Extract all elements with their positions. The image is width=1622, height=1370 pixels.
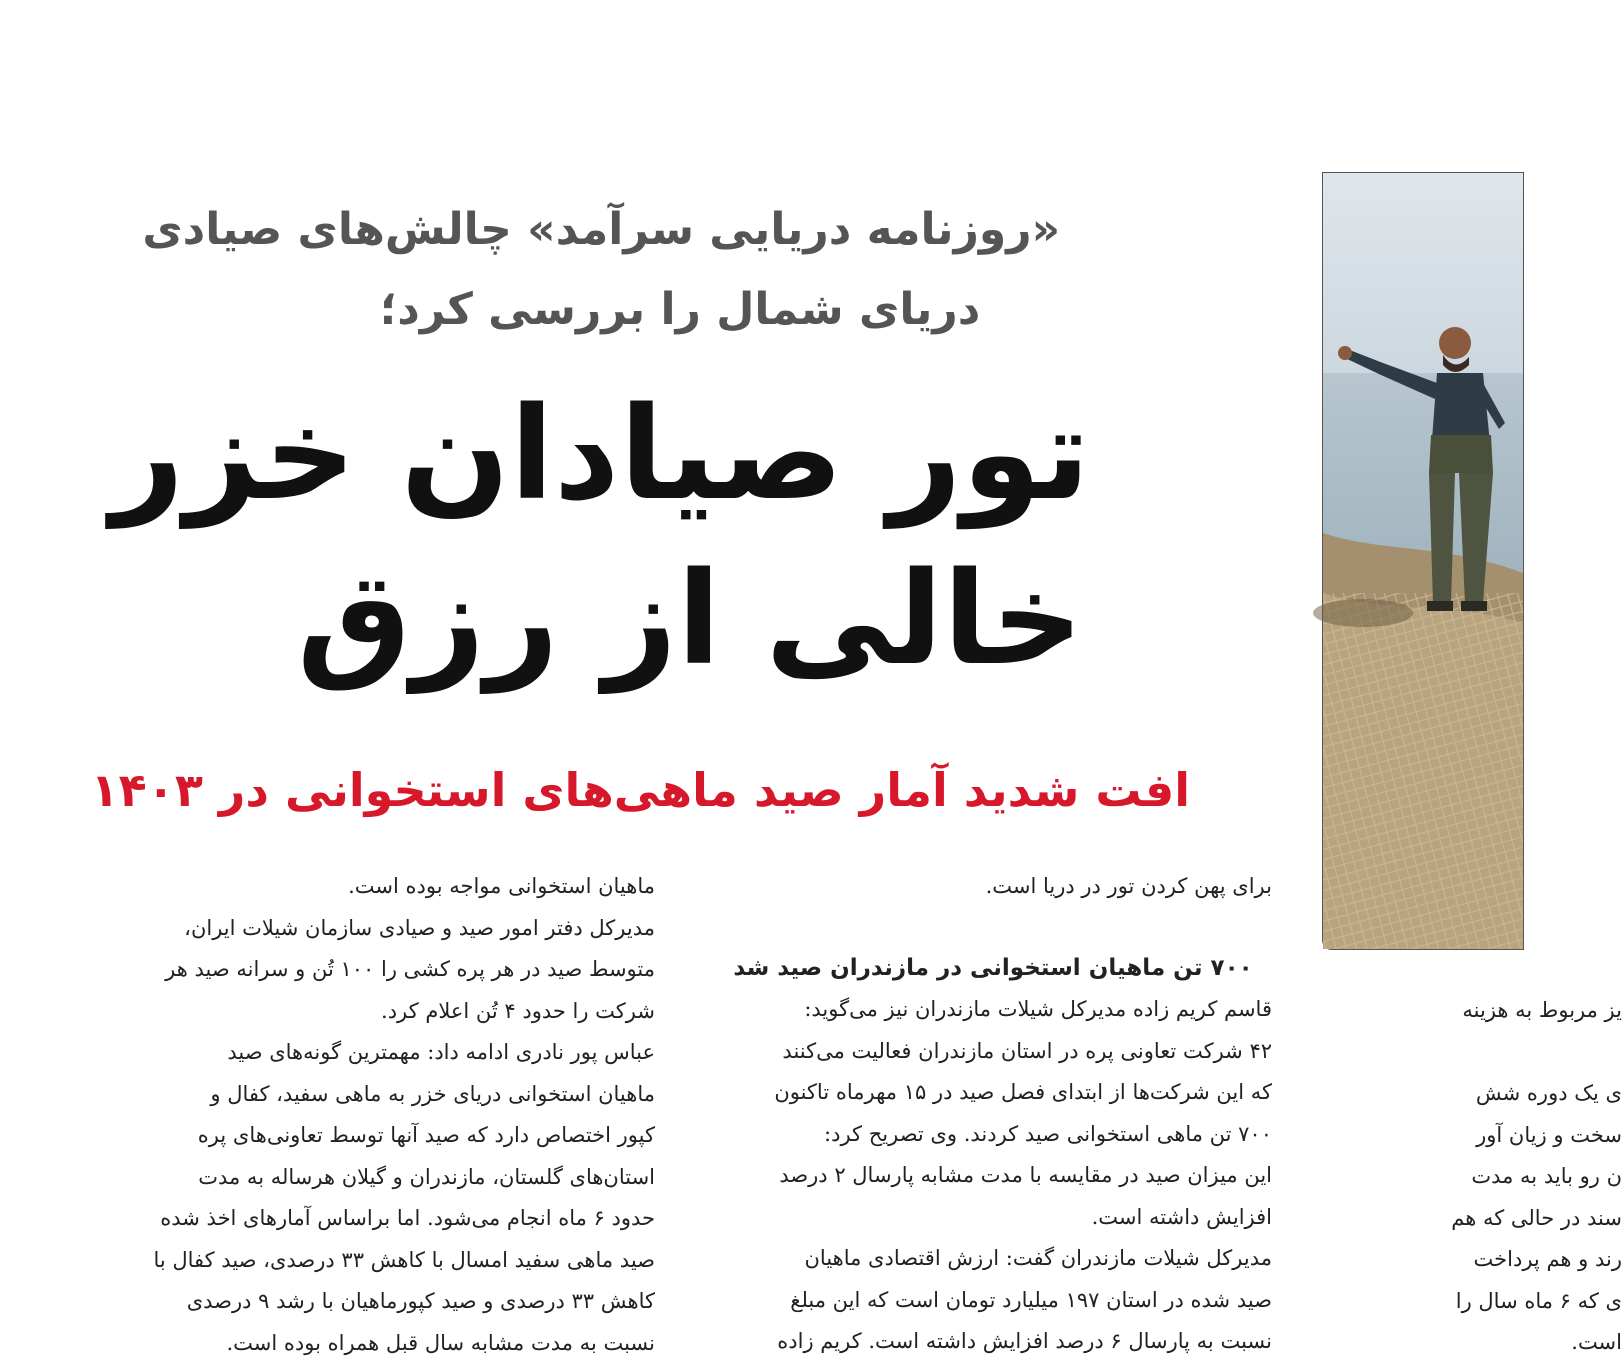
edge-line: یز مربوط به هزینه — [1462, 998, 1622, 1022]
middle-line: افزایش داشته است. — [1091, 1204, 1272, 1229]
headline-line-2: خالی از رزق — [296, 545, 1084, 694]
left-line: کاهش ۳۳ درصدی و صید کپورماهیان با رشد ۹ درصدی — [186, 1289, 655, 1313]
left-line: استان‌های گلستان، مازندران و گیلان هرساله به مدت — [198, 1164, 655, 1189]
middle-line: ۷۰۰ تن ماهی استخوانی صید کردند. وی تصریح کرد: — [824, 1121, 1272, 1146]
subheadline: افت شدید آمار صید ماهی‌های استخوانی در ۱۴۰۳ — [90, 763, 1190, 817]
fisherman-photo — [1322, 172, 1524, 950]
edge-line — [1322, 1032, 1622, 1074]
left-line: ماهیان استخوانی دریای خزر به ماهی سفید، کفال و — [210, 1081, 655, 1106]
left-line: متوسط صید در هر پره کشی را ۱۰۰ تُن و سرانه صید هر — [165, 957, 655, 981]
kicker-line-1: «روزنامه دریایی سرآمد» چالش‌های صیادی — [142, 204, 1060, 255]
left-line: کپور اختصاص دارد که صید آنها توسط تعاونی‌های پره — [197, 1123, 655, 1147]
middle-line: این میزان صید در مقایسه با مدت مشابه پارسال ۲ درصد — [779, 1163, 1272, 1187]
middle-intro: برای پهن کردن تور در دریا است. — [985, 874, 1272, 898]
headline — [110, 372, 1090, 702]
paragraph-gap — [704, 908, 1272, 948]
section-title: ۷۰۰ تن ماهیان استخوانی در مازندران صید شد — [733, 954, 1253, 981]
edge-line: ی که ۶ ماه سال را — [1455, 1288, 1622, 1313]
middle-line: صید شده در استان ۱۹۷ میلیارد تومان است که این مبلغ — [790, 1287, 1272, 1312]
left-line: مدیرکل دفتر امور صید و صیادی سازمان شیلات ایران، — [184, 915, 655, 940]
headline-line-1: تور صیادان خزر — [110, 380, 1090, 529]
edge-line: سخت و زیان آور — [1476, 1122, 1622, 1147]
edge-column — [1322, 990, 1622, 1364]
edge-line: ن رو باید به مدت — [1471, 1164, 1622, 1188]
left-line: ماهیان استخوانی مواجه بوده است. — [348, 874, 655, 898]
left-line: عباس پور نادری ادامه داد: مهمترین گونه‌های صید — [227, 1040, 655, 1064]
left-line: صید ماهی سفید امسال با کاهش ۳۳ درصدی، صید کفال با — [153, 1247, 655, 1272]
middle-line: نسبت به پارسال ۶ درصد افزایش داشته است. کریم زاده — [777, 1329, 1272, 1353]
middle-line: ۴۲ شرکت تعاونی پره در استان مازندران فعالیت می‌کنند — [782, 1038, 1272, 1063]
edge-line: رند و هم پرداخت — [1473, 1247, 1622, 1271]
edge-line: سند در حالی که هم — [1451, 1205, 1622, 1230]
kicker-line-2: دریای شمال را بررسی کرد؛ — [379, 284, 981, 335]
edge-line: ی یک دوره شش — [1475, 1081, 1622, 1105]
left-column — [87, 866, 655, 1364]
left-line: شرکت را حدود ۴ تُن اعلام کرد. — [381, 998, 655, 1023]
middle-line: قاسم کریم زاده مدیرکل شیلات مازندران نیز می‌گوید: — [804, 997, 1272, 1021]
middle-line: مدیرکل شیلات مازندران گفت: ارزش اقتصادی ماهیان — [804, 1246, 1272, 1270]
left-line: نسبت به مدت مشابه سال قبل همراه بوده است. — [226, 1330, 655, 1355]
middle-line: که این شرکت‌ها از ابتدای فصل صید در ۱۵ مهرماه تاکنون — [774, 1080, 1272, 1104]
middle-column — [704, 866, 1272, 1363]
left-line: حدود ۶ ماه انجام می‌شود. اما براساس آمارهای اخذ شده — [160, 1206, 655, 1230]
kicker — [142, 190, 1060, 350]
edge-line: است. — [1571, 1330, 1622, 1354]
